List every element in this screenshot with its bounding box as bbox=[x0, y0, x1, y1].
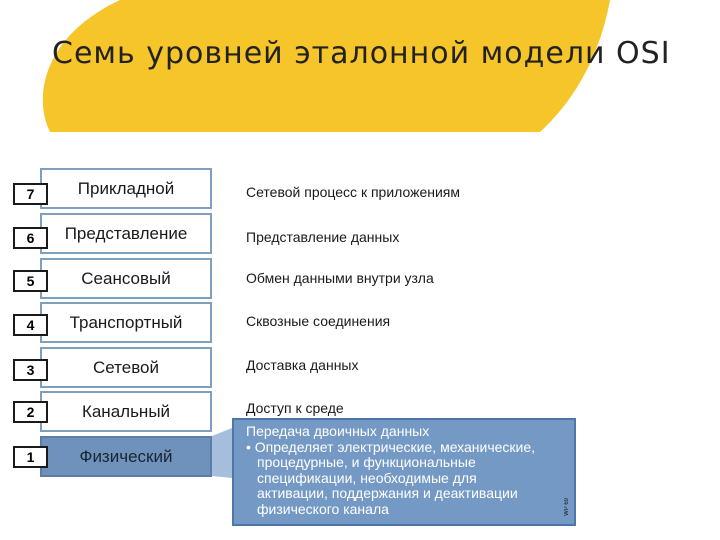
layer-6-description: Представление данных bbox=[246, 229, 400, 245]
layer-3-network[interactable] bbox=[40, 347, 212, 388]
layer-number-5: 5 bbox=[13, 270, 48, 292]
layer-number-7: 7 bbox=[13, 183, 48, 205]
physical-detail-line-4: активации, поддержания и деактивации bbox=[257, 485, 518, 501]
layer-7-description: Сетевой процесс к приложениям bbox=[246, 184, 461, 200]
layer-7-application[interactable] bbox=[40, 168, 212, 209]
layer-number-2: 2 bbox=[13, 401, 48, 423]
physical-detail-line-1: • Определяет электрические, механические, bbox=[246, 438, 536, 455]
layer-5-session[interactable] bbox=[40, 258, 212, 299]
layer-3-description: Доставка данных bbox=[246, 357, 359, 373]
osi-layer-stack bbox=[40, 168, 214, 480]
layer-5-description: Обмен данными внутри узла bbox=[246, 270, 434, 286]
physical-layer-detail-panel bbox=[232, 418, 576, 526]
layer-5-label: Сеансовый bbox=[81, 268, 171, 288]
layer-4-label: Транспортный bbox=[69, 312, 183, 332]
layer-6-presentation[interactable] bbox=[40, 213, 212, 254]
layer-4-transport[interactable] bbox=[40, 302, 212, 343]
layer-number-6: 6 bbox=[13, 227, 48, 249]
physical-detail-line-2: процедурные, и функциональные bbox=[257, 454, 476, 470]
physical-detail-line-3: спецификации, необходимые для bbox=[257, 469, 477, 486]
layer-number-1: 1 bbox=[13, 446, 48, 468]
layer-2-datalink[interactable] bbox=[40, 391, 212, 432]
figure-code: WP 69 bbox=[564, 498, 570, 516]
layer-2-label: Канальный bbox=[81, 401, 171, 421]
layer-number-3: 3 bbox=[13, 359, 48, 381]
layer-1-label: Физический bbox=[79, 446, 173, 466]
layer-2-description: Доступ к среде bbox=[246, 400, 344, 416]
layer-number-4: 4 bbox=[13, 314, 48, 336]
layer-6-label: Представление bbox=[64, 223, 188, 243]
page-title: Семь уровней эталонной модели OSI bbox=[52, 36, 671, 71]
layer-4-description: Сквозные соединения bbox=[246, 313, 391, 329]
physical-layer-detail-text bbox=[246, 424, 535, 517]
layer-1-physical[interactable] bbox=[40, 436, 212, 477]
physical-detail-line-5: физического канала bbox=[257, 500, 389, 517]
physical-detail-heading: Передача двоичных данных bbox=[246, 423, 430, 439]
layer-3-label: Сетевой bbox=[92, 357, 159, 377]
layer-7-label: Прикладной bbox=[77, 178, 175, 198]
